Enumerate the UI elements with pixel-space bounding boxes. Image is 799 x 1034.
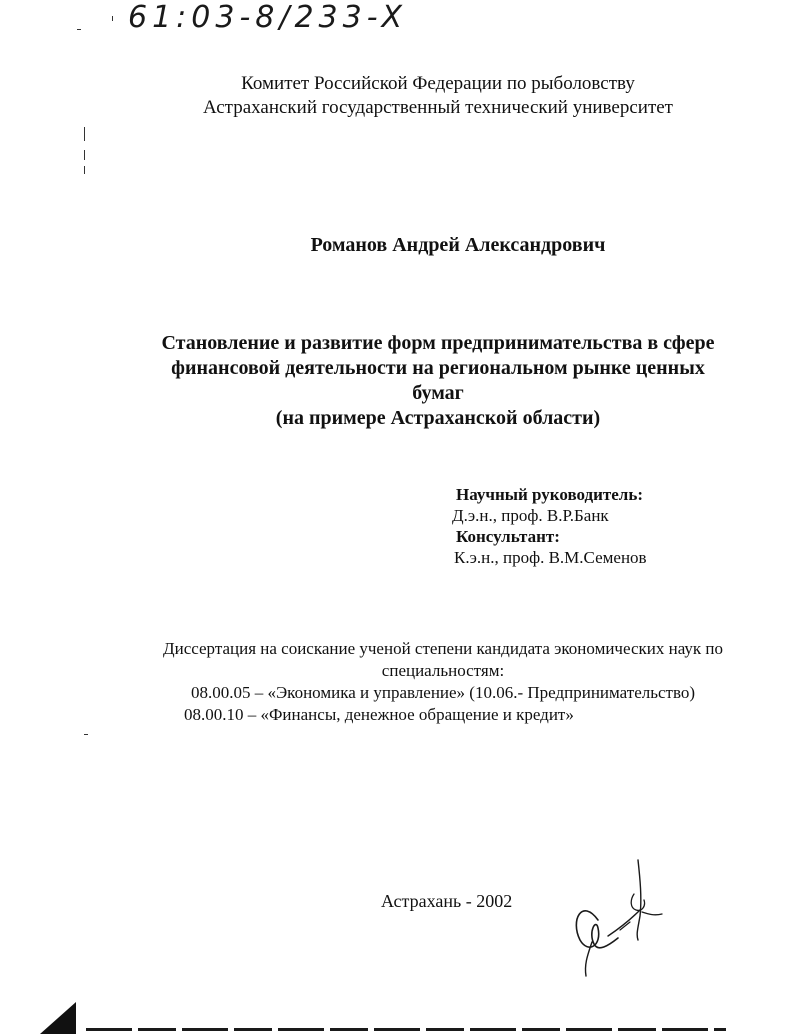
consultant-name: К.э.н., проф. В.М.Семенов <box>454 548 647 567</box>
committee-name: Комитет Российской Федерации по рыболовству <box>241 73 635 94</box>
scan-mark <box>84 734 88 735</box>
degree-line: Диссертация на соискание ученой степени кандидата экономических наук по <box>163 639 723 658</box>
university-name: Астраханский государственный технический университет <box>203 97 673 118</box>
title-line: финансовой деятельности на региональном рынке ценных бумаг <box>171 357 705 404</box>
archive-code: 61:03-8/233-X <box>128 0 408 35</box>
scan-mark <box>84 127 85 141</box>
advisors-block <box>452 484 647 568</box>
title-line: Становление и развитие форм предпринимательства в сфере <box>161 332 715 354</box>
bottom-edge-rule <box>86 1028 726 1031</box>
specialty-line: 08.00.10 – «Финансы, денежное обращение и кредит» <box>184 705 574 724</box>
supervisor-role: Научный руководитель: <box>456 485 643 504</box>
scan-mark <box>84 166 85 174</box>
degree-info <box>140 638 746 726</box>
signature-icon <box>568 858 672 978</box>
specialty-line: 08.00.05 – «Экономика и управление» (10.06.- Предпринимательство) <box>190 683 696 702</box>
city-year: Астрахань - 2002 <box>381 891 513 911</box>
title-line: (на примере Астраханской области) <box>275 407 601 429</box>
scan-mark <box>112 16 113 21</box>
consultant-role: Консультант: <box>456 527 560 546</box>
scan-mark <box>77 29 81 30</box>
institution-header <box>0 72 799 120</box>
corner-mark-icon <box>40 1002 80 1034</box>
degree-line: специальностям: <box>381 661 505 680</box>
dissertation-title <box>150 331 726 431</box>
scan-mark <box>84 150 85 160</box>
author-name: Романов Андрей Александрович <box>310 234 606 256</box>
supervisor-name: Д.э.н., проф. В.Р.Банк <box>452 506 609 525</box>
